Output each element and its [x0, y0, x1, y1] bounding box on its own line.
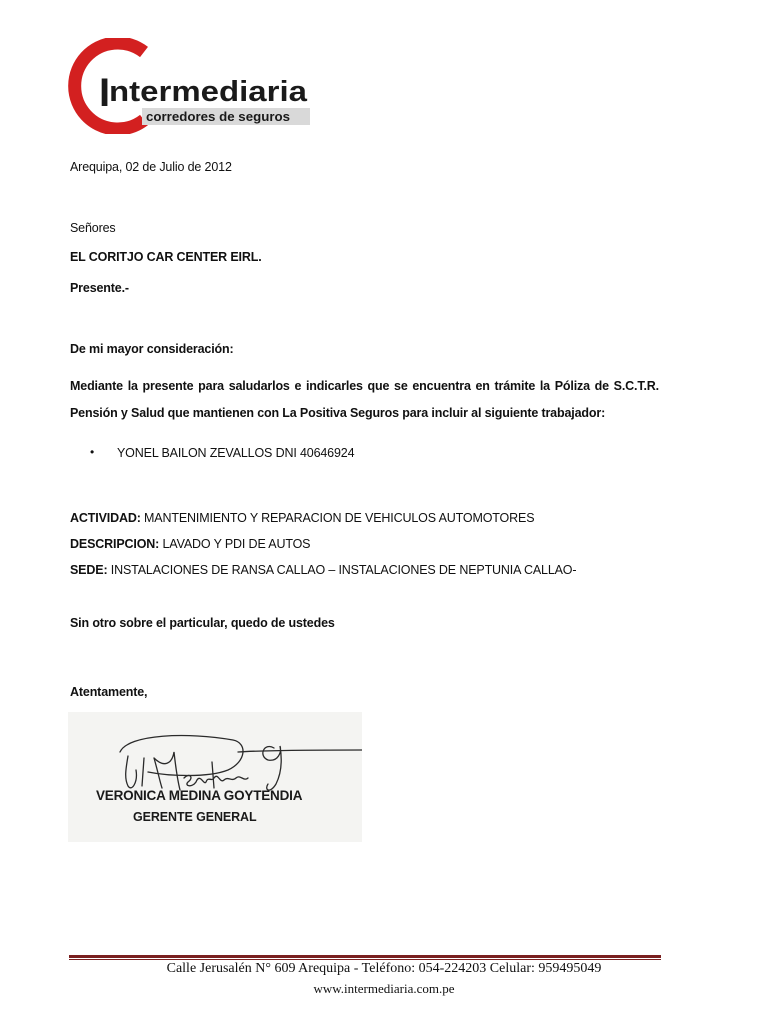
actividad-label: ACTIVIDAD: — [70, 511, 141, 525]
greeting: De mi mayor consideración: — [70, 342, 234, 356]
presente-line: Presente.- — [70, 281, 129, 295]
descripcion-label: DESCRIPCION: — [70, 537, 160, 551]
sede-line — [70, 562, 576, 578]
body-line-2: Pensión y Salud que mantienen con La Positiva Seguros para incluir al siguiente trabajador: — [70, 406, 606, 420]
letter-date: Arequipa, 02 de Julio de 2012 — [70, 160, 232, 174]
bullet-icon: • — [90, 445, 95, 459]
actividad-value: MANTENIMIENTO Y REPARACION DE VEHICULOS AUTOMOTORES — [140, 511, 535, 525]
body-paragraph — [70, 378, 659, 421]
logo-wordmark: ntermediaria — [109, 76, 308, 108]
logo-graphic — [58, 38, 314, 134]
sede-label: SEDE: — [70, 563, 108, 577]
footer-rule-top — [69, 955, 661, 958]
actividad-line — [70, 510, 534, 526]
company-logo — [58, 38, 314, 134]
footer-rule-bottom — [69, 959, 661, 960]
worker-item: YONEL BAILON ZEVALLOS DNI 40646924 — [117, 446, 355, 460]
footer-website: www.intermediaria.com.pe — [313, 981, 455, 996]
svg-text:I: I — [99, 71, 111, 115]
descripcion-line — [70, 536, 310, 552]
recipient-company: EL CORITJO CAR CENTER EIRL. — [70, 250, 262, 264]
valediction: Atentamente, — [70, 685, 148, 699]
descripcion-value: LAVADO Y PDI DE AUTOS — [159, 537, 311, 551]
salutation: Señores — [70, 221, 116, 235]
signatory-title: GERENTE GENERAL — [133, 810, 257, 824]
logo-tagline: corredores de seguros — [146, 110, 291, 124]
footer-address: Calle Jerusalén N° 609 Arequipa - Teléfono: 054-224203 Celular: 959495049 — [166, 961, 602, 976]
signatory-name: VERONICA MEDINA GOYTENDIA — [96, 788, 303, 803]
sede-value: INSTALACIONES DE RANSA CALLAO – INSTALACIONES DE NEPTUNIA CALLAO- — [107, 563, 577, 577]
body-line-1: Mediante la presente para saludarlos e indicarles que se encuentra en trámite la Póliza de S.C.T.R. — [70, 379, 659, 393]
closing-line: Sin otro sobre el particular, quedo de ustedes — [70, 616, 335, 630]
